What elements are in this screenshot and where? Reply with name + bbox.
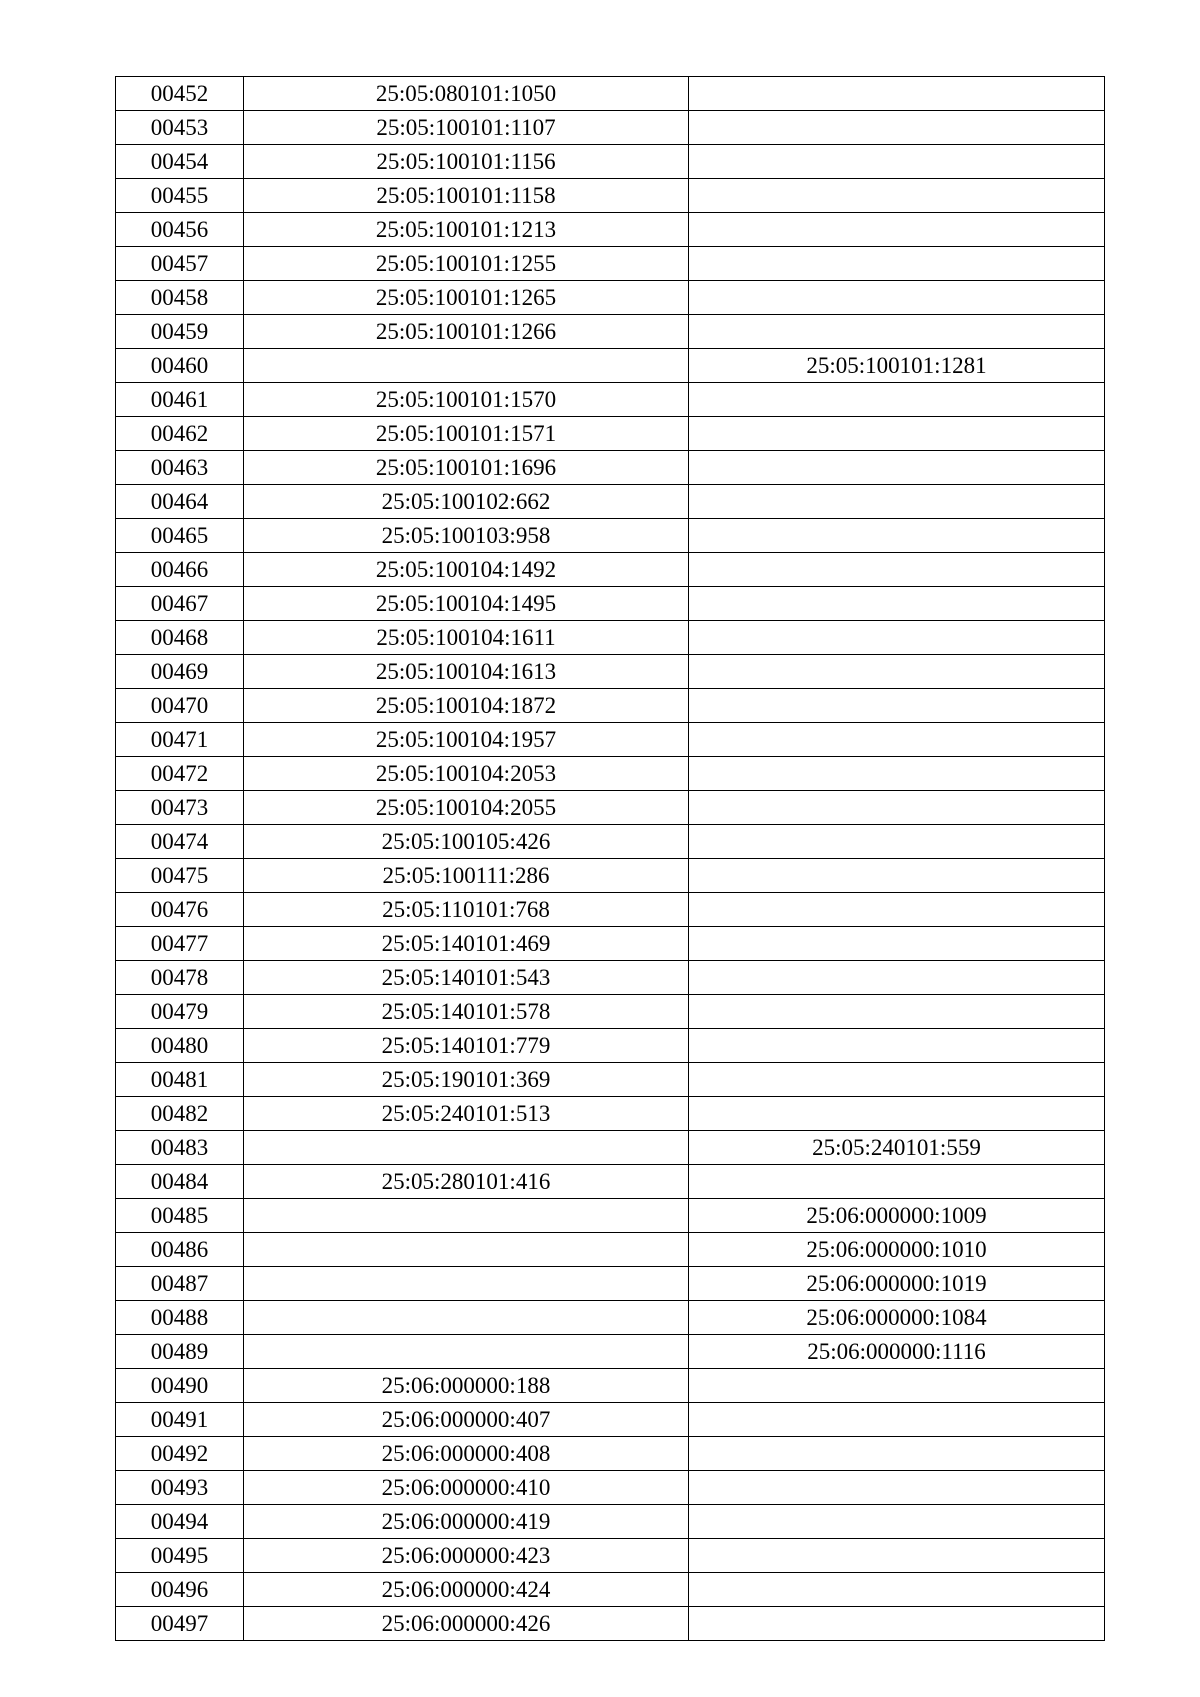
cadastral-number-alt-cell bbox=[689, 145, 1105, 179]
cadastral-number-alt-cell bbox=[689, 927, 1105, 961]
cadastral-number-cell: 25:05:100101:1696 bbox=[244, 451, 689, 485]
row-number-cell: 00469 bbox=[116, 655, 244, 689]
row-number-cell: 00454 bbox=[116, 145, 244, 179]
cadastral-number-cell: 25:05:100101:1265 bbox=[244, 281, 689, 315]
table-row bbox=[116, 1165, 1105, 1199]
table-row bbox=[116, 995, 1105, 1029]
table-row bbox=[116, 213, 1105, 247]
document-page bbox=[115, 76, 1104, 1641]
cadastral-number-alt-cell bbox=[689, 757, 1105, 791]
table-row bbox=[116, 927, 1105, 961]
cadastral-number-alt-cell bbox=[689, 1097, 1105, 1131]
cadastral-number-alt-cell: 25:06:000000:1116 bbox=[689, 1335, 1105, 1369]
cadastral-number-alt-cell: 25:06:000000:1010 bbox=[689, 1233, 1105, 1267]
cadastral-number-alt-cell bbox=[689, 1029, 1105, 1063]
row-number-cell: 00472 bbox=[116, 757, 244, 791]
cadastral-number-alt-cell bbox=[689, 485, 1105, 519]
row-number-cell: 00480 bbox=[116, 1029, 244, 1063]
cadastral-number-alt-cell bbox=[689, 723, 1105, 757]
table-row bbox=[116, 961, 1105, 995]
cadastral-number-cell: 25:06:000000:407 bbox=[244, 1403, 689, 1437]
table-row bbox=[116, 1267, 1105, 1301]
cadastral-number-alt-cell bbox=[689, 1505, 1105, 1539]
table-body bbox=[116, 77, 1105, 1641]
row-number-cell: 00475 bbox=[116, 859, 244, 893]
row-number-cell: 00486 bbox=[116, 1233, 244, 1267]
table-row bbox=[116, 247, 1105, 281]
cadastral-number-alt-cell bbox=[689, 1369, 1105, 1403]
row-number-cell: 00473 bbox=[116, 791, 244, 825]
table-row bbox=[116, 417, 1105, 451]
cadastral-number-alt-cell bbox=[689, 1165, 1105, 1199]
cadastral-number-alt-cell bbox=[689, 995, 1105, 1029]
row-number-cell: 00491 bbox=[116, 1403, 244, 1437]
cadastral-number-cell: 25:06:000000:424 bbox=[244, 1573, 689, 1607]
cadastral-number-cell: 25:05:100104:1872 bbox=[244, 689, 689, 723]
cadastral-number-cell: 25:05:100102:662 bbox=[244, 485, 689, 519]
row-number-cell: 00467 bbox=[116, 587, 244, 621]
cadastral-number-cell bbox=[244, 1267, 689, 1301]
table-row bbox=[116, 587, 1105, 621]
table-row bbox=[116, 689, 1105, 723]
row-number-cell: 00457 bbox=[116, 247, 244, 281]
row-number-cell: 00459 bbox=[116, 315, 244, 349]
table-row bbox=[116, 1437, 1105, 1471]
table-row bbox=[116, 1539, 1105, 1573]
cadastral-number-alt-cell bbox=[689, 825, 1105, 859]
table-row bbox=[116, 451, 1105, 485]
cadastral-number-cell: 25:06:000000:408 bbox=[244, 1437, 689, 1471]
cadastral-number-cell bbox=[244, 1301, 689, 1335]
cadastral-number-alt-cell bbox=[689, 655, 1105, 689]
row-number-cell: 00487 bbox=[116, 1267, 244, 1301]
table-row bbox=[116, 1233, 1105, 1267]
cadastral-number-cell bbox=[244, 1335, 689, 1369]
row-number-cell: 00461 bbox=[116, 383, 244, 417]
row-number-cell: 00495 bbox=[116, 1539, 244, 1573]
row-number-cell: 00468 bbox=[116, 621, 244, 655]
row-number-cell: 00463 bbox=[116, 451, 244, 485]
cadastral-number-alt-cell bbox=[689, 213, 1105, 247]
cadastral-number-cell: 25:05:140101:578 bbox=[244, 995, 689, 1029]
cadastral-number-cell: 25:05:100104:1492 bbox=[244, 553, 689, 587]
row-number-cell: 00490 bbox=[116, 1369, 244, 1403]
table-row bbox=[116, 1471, 1105, 1505]
table-row bbox=[116, 1573, 1105, 1607]
cadastral-number-alt-cell bbox=[689, 859, 1105, 893]
table-row bbox=[116, 315, 1105, 349]
cadastral-number-alt-cell bbox=[689, 1437, 1105, 1471]
cadastral-number-alt-cell bbox=[689, 1403, 1105, 1437]
row-number-cell: 00479 bbox=[116, 995, 244, 1029]
cadastral-number-cell bbox=[244, 349, 689, 383]
table-row bbox=[116, 1199, 1105, 1233]
cadastral-number-cell: 25:05:100101:1255 bbox=[244, 247, 689, 281]
cadastral-number-cell: 25:06:000000:410 bbox=[244, 1471, 689, 1505]
cadastral-number-alt-cell bbox=[689, 1573, 1105, 1607]
row-number-cell: 00460 bbox=[116, 349, 244, 383]
cadastral-number-alt-cell: 25:06:000000:1009 bbox=[689, 1199, 1105, 1233]
table-row bbox=[116, 757, 1105, 791]
cadastral-number-alt-cell bbox=[689, 281, 1105, 315]
cadastral-number-cell: 25:05:280101:416 bbox=[244, 1165, 689, 1199]
cadastral-number-cell: 25:05:100111:286 bbox=[244, 859, 689, 893]
cadastral-number-alt-cell bbox=[689, 553, 1105, 587]
row-number-cell: 00485 bbox=[116, 1199, 244, 1233]
row-number-cell: 00482 bbox=[116, 1097, 244, 1131]
cadastral-number-cell: 25:05:140101:779 bbox=[244, 1029, 689, 1063]
row-number-cell: 00492 bbox=[116, 1437, 244, 1471]
table-row bbox=[116, 111, 1105, 145]
cadastral-number-alt-cell bbox=[689, 791, 1105, 825]
cadastral-number-alt-cell: 25:06:000000:1084 bbox=[689, 1301, 1105, 1335]
row-number-cell: 00455 bbox=[116, 179, 244, 213]
table-row bbox=[116, 553, 1105, 587]
table-row bbox=[116, 1131, 1105, 1165]
cadastral-number-cell: 25:05:100104:2055 bbox=[244, 791, 689, 825]
table-row bbox=[116, 1369, 1105, 1403]
cadastral-number-cell: 25:05:110101:768 bbox=[244, 893, 689, 927]
cadastral-number-cell: 25:06:000000:423 bbox=[244, 1539, 689, 1573]
cadastral-number-cell: 25:05:100101:1156 bbox=[244, 145, 689, 179]
table-row bbox=[116, 1063, 1105, 1097]
cadastral-number-alt-cell bbox=[689, 1063, 1105, 1097]
row-number-cell: 00462 bbox=[116, 417, 244, 451]
cadastral-number-alt-cell bbox=[689, 1607, 1105, 1641]
cadastral-number-alt-cell bbox=[689, 621, 1105, 655]
cadastral-number-cell: 25:06:000000:188 bbox=[244, 1369, 689, 1403]
row-number-cell: 00484 bbox=[116, 1165, 244, 1199]
row-number-cell: 00481 bbox=[116, 1063, 244, 1097]
table-row bbox=[116, 1301, 1105, 1335]
cadastral-number-cell: 25:05:140101:543 bbox=[244, 961, 689, 995]
cadastral-number-alt-cell: 25:06:000000:1019 bbox=[689, 1267, 1105, 1301]
table-row bbox=[116, 281, 1105, 315]
cadastral-number-cell bbox=[244, 1131, 689, 1165]
row-number-cell: 00476 bbox=[116, 893, 244, 927]
cadastral-number-alt-cell bbox=[689, 961, 1105, 995]
row-number-cell: 00483 bbox=[116, 1131, 244, 1165]
row-number-cell: 00466 bbox=[116, 553, 244, 587]
table-row bbox=[116, 1403, 1105, 1437]
cadastral-number-table bbox=[115, 76, 1105, 1641]
cadastral-number-cell: 25:05:100103:958 bbox=[244, 519, 689, 553]
row-number-cell: 00493 bbox=[116, 1471, 244, 1505]
row-number-cell: 00453 bbox=[116, 111, 244, 145]
cadastral-number-cell bbox=[244, 1199, 689, 1233]
table-row bbox=[116, 383, 1105, 417]
cadastral-number-cell: 25:05:100101:1213 bbox=[244, 213, 689, 247]
table-row bbox=[116, 825, 1105, 859]
cadastral-number-alt-cell bbox=[689, 1539, 1105, 1573]
cadastral-number-alt-cell bbox=[689, 519, 1105, 553]
row-number-cell: 00470 bbox=[116, 689, 244, 723]
row-number-cell: 00458 bbox=[116, 281, 244, 315]
table-row bbox=[116, 621, 1105, 655]
row-number-cell: 00488 bbox=[116, 1301, 244, 1335]
table-row bbox=[116, 655, 1105, 689]
table-row bbox=[116, 145, 1105, 179]
cadastral-number-cell: 25:05:100104:1957 bbox=[244, 723, 689, 757]
row-number-cell: 00496 bbox=[116, 1573, 244, 1607]
table-row bbox=[116, 485, 1105, 519]
cadastral-number-alt-cell: 25:05:100101:1281 bbox=[689, 349, 1105, 383]
table-row bbox=[116, 77, 1105, 111]
table-row bbox=[116, 1029, 1105, 1063]
row-number-cell: 00471 bbox=[116, 723, 244, 757]
table-row bbox=[116, 1505, 1105, 1539]
row-number-cell: 00489 bbox=[116, 1335, 244, 1369]
cadastral-number-cell: 25:05:100104:1495 bbox=[244, 587, 689, 621]
row-number-cell: 00474 bbox=[116, 825, 244, 859]
table-row bbox=[116, 519, 1105, 553]
cadastral-number-cell: 25:05:100104:1613 bbox=[244, 655, 689, 689]
cadastral-number-alt-cell bbox=[689, 247, 1105, 281]
table-row bbox=[116, 893, 1105, 927]
cadastral-number-cell bbox=[244, 1233, 689, 1267]
cadastral-number-cell: 25:05:100104:2053 bbox=[244, 757, 689, 791]
row-number-cell: 00464 bbox=[116, 485, 244, 519]
cadastral-number-alt-cell bbox=[689, 587, 1105, 621]
cadastral-number-alt-cell bbox=[689, 451, 1105, 485]
cadastral-number-alt-cell bbox=[689, 1471, 1105, 1505]
table-row bbox=[116, 1097, 1105, 1131]
table-row bbox=[116, 179, 1105, 213]
cadastral-number-cell: 25:05:100101:1107 bbox=[244, 111, 689, 145]
cadastral-number-alt-cell bbox=[689, 179, 1105, 213]
cadastral-number-cell: 25:05:140101:469 bbox=[244, 927, 689, 961]
table-row bbox=[116, 723, 1105, 757]
cadastral-number-cell: 25:05:080101:1050 bbox=[244, 77, 689, 111]
cadastral-number-alt-cell bbox=[689, 689, 1105, 723]
cadastral-number-cell: 25:05:100101:1570 bbox=[244, 383, 689, 417]
table-row bbox=[116, 1607, 1105, 1641]
cadastral-number-cell: 25:06:000000:426 bbox=[244, 1607, 689, 1641]
cadastral-number-cell: 25:05:100101:1571 bbox=[244, 417, 689, 451]
cadastral-number-alt-cell bbox=[689, 417, 1105, 451]
cadastral-number-alt-cell bbox=[689, 893, 1105, 927]
cadastral-number-alt-cell bbox=[689, 111, 1105, 145]
row-number-cell: 00477 bbox=[116, 927, 244, 961]
row-number-cell: 00465 bbox=[116, 519, 244, 553]
table-row bbox=[116, 1335, 1105, 1369]
table-row bbox=[116, 349, 1105, 383]
cadastral-number-alt-cell bbox=[689, 77, 1105, 111]
cadastral-number-cell: 25:05:240101:513 bbox=[244, 1097, 689, 1131]
cadastral-number-cell: 25:06:000000:419 bbox=[244, 1505, 689, 1539]
row-number-cell: 00478 bbox=[116, 961, 244, 995]
cadastral-number-cell: 25:05:190101:369 bbox=[244, 1063, 689, 1097]
row-number-cell: 00497 bbox=[116, 1607, 244, 1641]
cadastral-number-cell: 25:05:100101:1158 bbox=[244, 179, 689, 213]
row-number-cell: 00456 bbox=[116, 213, 244, 247]
table-row bbox=[116, 859, 1105, 893]
cadastral-number-cell: 25:05:100104:1611 bbox=[244, 621, 689, 655]
cadastral-number-cell: 25:05:100105:426 bbox=[244, 825, 689, 859]
cadastral-number-alt-cell bbox=[689, 383, 1105, 417]
cadastral-number-alt-cell: 25:05:240101:559 bbox=[689, 1131, 1105, 1165]
row-number-cell: 00494 bbox=[116, 1505, 244, 1539]
table-row bbox=[116, 791, 1105, 825]
cadastral-number-cell: 25:05:100101:1266 bbox=[244, 315, 689, 349]
cadastral-number-alt-cell bbox=[689, 315, 1105, 349]
row-number-cell: 00452 bbox=[116, 77, 244, 111]
